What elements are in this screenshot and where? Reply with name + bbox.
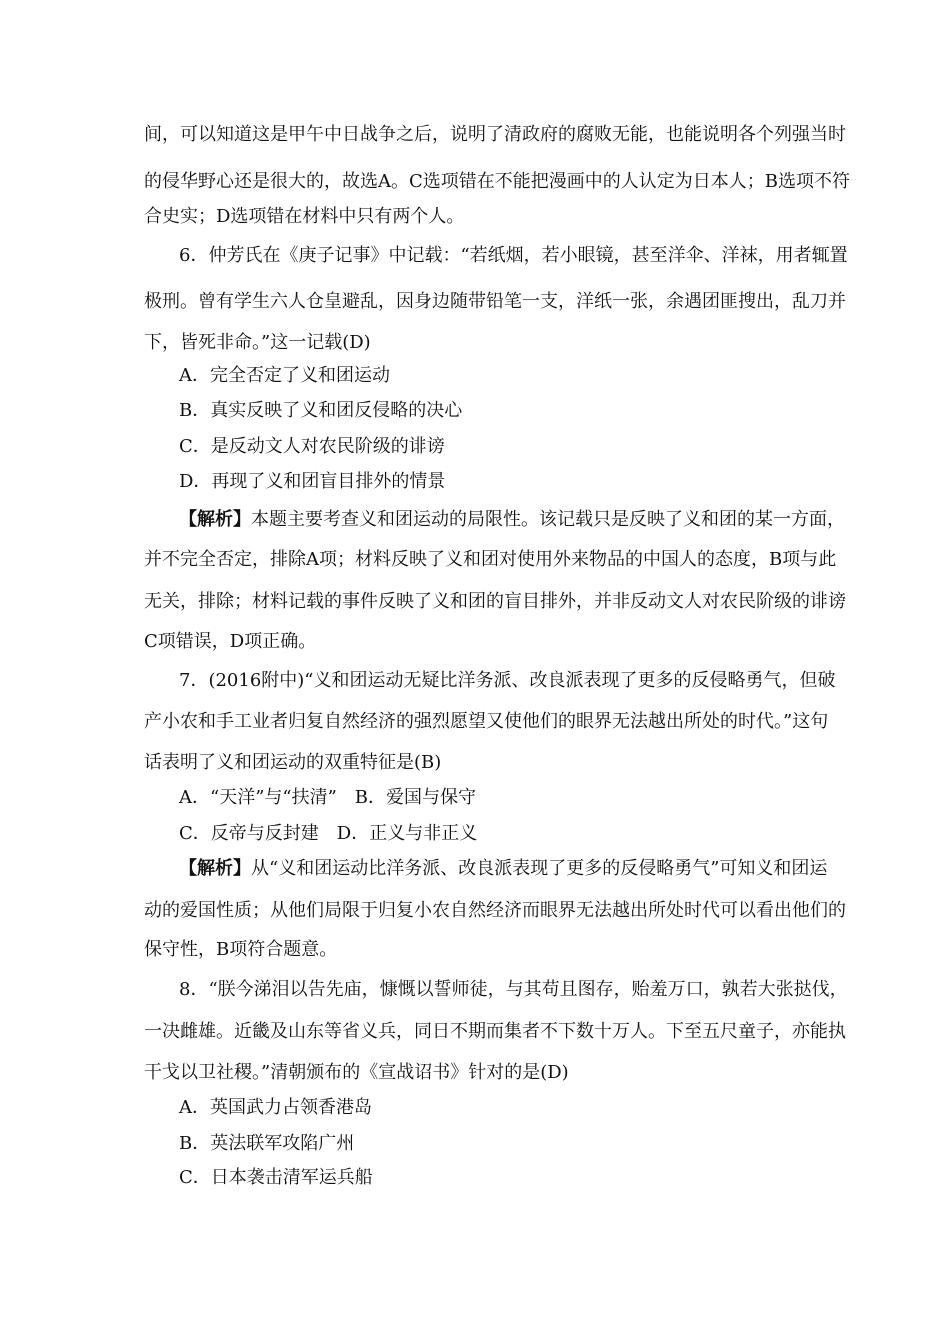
question-7-stem: 7．(2016附中)“义和团运动无疑比洋务派、改良派表现了更多的反侵略勇气，但破 <box>179 670 836 691</box>
option-b: B．真实反映了义和团反侵略的决心 <box>179 400 463 421</box>
text-line: 干戈以卫社稷。”清朝颁布的《宣战诏书》针对的是(D) <box>144 1062 569 1083</box>
option-c: C．日本袭击清军运兵船 <box>179 1167 373 1188</box>
option-d: D．再现了义和团盲目排外的情景 <box>179 471 446 492</box>
analysis-line <box>179 857 827 881</box>
text-line: 产小农和手工业者归复自然经济的强烈愿望又使他们的眼界无法越出所处的时代。”这句 <box>144 711 829 732</box>
option-a: A．完全否定了义和团运动 <box>179 365 390 386</box>
option-c-d: C．反帝与反封建 D．正义与非正义 <box>179 823 478 844</box>
text-line: 话表明了义和团运动的双重特征是(B) <box>144 752 442 773</box>
analysis-label: 【解析】 <box>179 509 251 530</box>
text-line: 保守性，B项符合题意。 <box>144 939 338 960</box>
question-6-stem: 6．仲芳氏在《庚子记事》中记载：“若纸烟，若小眼镜，甚至洋伞、洋袜，用者辄置 <box>179 245 848 266</box>
option-c: C．是反动文人对农民阶级的诽谤 <box>179 436 445 457</box>
text-line: 的侵华野心还是很大的，故选A。C选项错在不能把漫画中的人认定为日本人；B选项不符 <box>144 171 850 192</box>
text-line: 动的爱国性质；从他们局限于归复小农自然经济而眼界无法越出所处时代可以看出他们的 <box>144 900 846 921</box>
option-a: A．英国武力占领香港岛 <box>179 1097 372 1118</box>
analysis-label: 【解析】 <box>179 858 251 879</box>
option-a-b: A．“天洋”与“扶清” B．爱国与保守 <box>179 787 477 808</box>
text-line: 合史实；D选项错在材料中只有两个人。 <box>144 206 465 227</box>
option-b: B．英法联军攻陷广州 <box>179 1133 355 1154</box>
analysis-line <box>179 508 845 532</box>
text-line: 无关，排除；材料记载的事件反映了义和团的盲目排外，并非反动文人对农民阶级的诽谤 <box>144 591 846 612</box>
text-line: C项错误，D项正确。 <box>144 631 317 652</box>
text-line: 极刑。曾有学生六人仓皇避乱，因身边随带铅笔一支，洋纸一张，余遇团匪搜出，乱刀并 <box>144 291 846 312</box>
text-line: 并不完全否定，排除A项；材料反映了义和团对使用外来物品的中国人的态度，B项与此 <box>144 549 837 570</box>
analysis-text: 本题主要考查义和团运动的局限性。该记载只是反映了义和团的某一方面， <box>251 509 845 530</box>
question-8-stem: 8．“朕今涕泪以告先庙，慷慨以誓师徒，与其苟且图存，贻羞万口，孰若大张挞伐， <box>179 979 848 1000</box>
text-line: 下，皆死非命。”这一记载(D) <box>144 332 371 353</box>
text-line: 间，可以知道这是甲午中日战争之后，说明了清政府的腐败无能，也能说明各个列强当时 <box>144 124 846 145</box>
analysis-text: 从“义和团运动比洋务派、改良派表现了更多的反侵略勇气”可知义和团运 <box>251 858 828 879</box>
text-line: 一决雌雄。近畿及山东等省义兵，同日不期而集者不下数十万人。下至五尺童子，亦能执 <box>144 1021 846 1042</box>
